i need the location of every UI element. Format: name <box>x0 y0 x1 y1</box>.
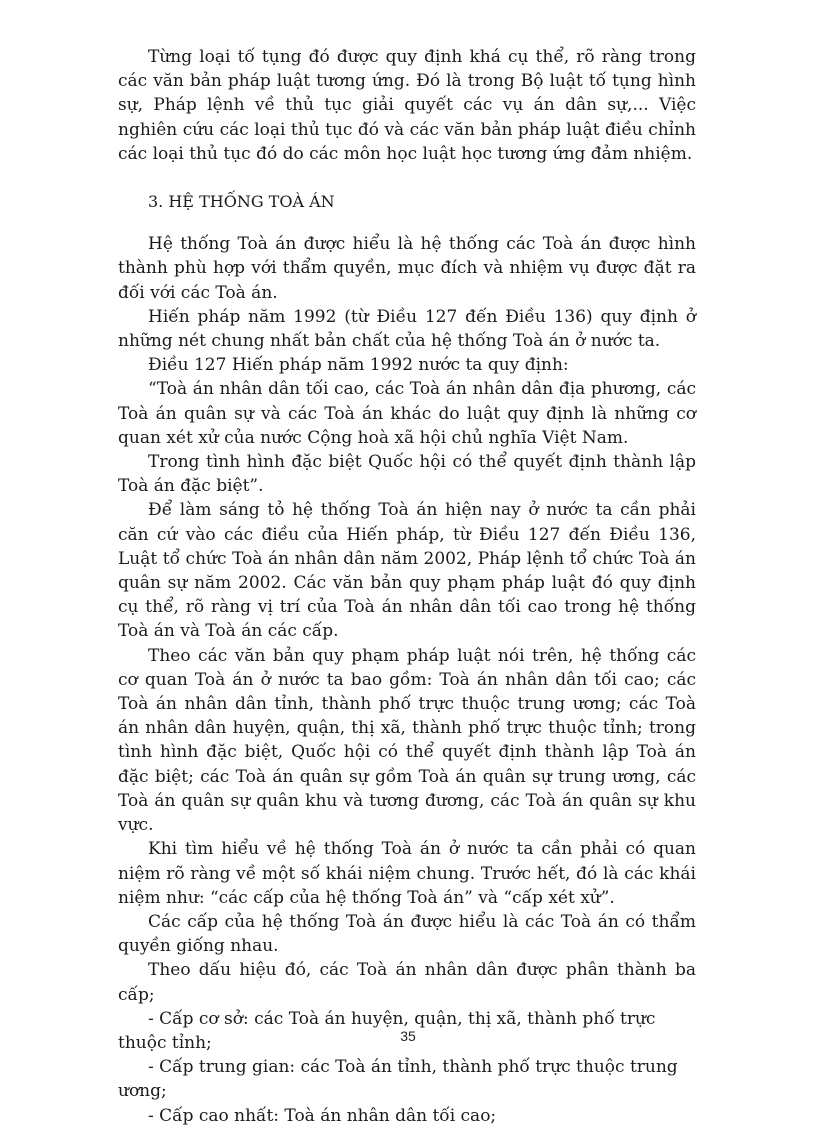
paragraph-levels-definition: Các cấp của hệ thống Toà án được hiểu là các Toà án có thẩm quyền giống nhau. <box>118 911 696 957</box>
paragraph-court-system: Theo các văn bản quy phạm pháp luật nói trên, hệ thống các cơ quan Toà án ở nước ta bao gồm: Toà án nhân dân tối cao; các Toà án nhân dân tỉnh, thành phố trực thuộc trung ương; các Toà án nhân dân huyện, quận, thị xã, thành phố trực thuộc tỉnh; trong tình hình đặc biệt, Quốc hội có thể quyết định thành lập Toà án đặc biệt; các Toà án quân sự gồm Toà án quân sự trung ương, các Toà án quân sự quân khu và tương đương, các Toà án quân sự khu vực. <box>118 645 696 836</box>
paragraph-three-levels: Theo dấu hiệu đó, các Toà án nhân dân được phân thành ba cấp; <box>118 960 696 1005</box>
paragraph-clarify: Để làm sáng tỏ hệ thống Toà án hiện nay ở nước ta cần phải căn cứ vào các điều của Hiến pháp, từ Điều 127 đến Điều 136, Luật tổ chức Toà án nhân dân năm 2002, Pháp lệnh tổ chức Toà án quân sự năm 2002. Các văn bản quy phạm pháp luật đó quy định cụ thể, rõ ràng vị trí của Toà án nhân dân tối cao trong hệ thống Toà án và Toà án các cấp. <box>118 500 696 642</box>
list-item-base-level: - Cấp cơ sở: các Toà án huyện, quận, thị xã, thành phố trực thuộc tỉnh; <box>118 1008 656 1053</box>
paragraph-concepts: Khi tìm hiểu về hệ thống Toà án ở nước ta cần phải có quan niệm rõ ràng về một số khái niệm chung. Trước hết, đó là các khái niệm như: “các cấp của hệ thống Toà án” và “cấp xét xử”. <box>118 839 696 908</box>
paragraph-quote-2: Trong tình hình đặc biệt Quốc hội có thể quyết định thành lập Toà án đặc biệt”. <box>118 452 696 497</box>
section-heading: 3. HỆ THỐNG TOÀ ÁN <box>148 192 335 212</box>
paragraph-definition: Hệ thống Toà án được hiểu là hệ thống các Toà án được hình thành phù hợp với thẩm quyền, mục đích và nhiệm vụ được đặt ra đối với các Toà án. <box>118 234 696 303</box>
list-item-intermediate-level: - Cấp trung gian: các Toà án tỉnh, thành phố trực thuộc trung ương; <box>118 1057 678 1102</box>
paragraph-intro: Từng loại tố tụng đó được quy định khá cụ thể, rõ ràng trong các văn bản pháp luật tương ứng. Đó là trong Bộ luật tố tụng hình sự, Pháp lệnh về thủ tục giải quyết các vụ án dân sự,... Việc nghiên cứu các loại thủ tục đó và các văn bản pháp luật điều chỉnh các loại thủ tục đó do các môn học luật học tương ứng đảm nhiệm. <box>118 47 696 164</box>
paragraph-constitution: Hiến pháp năm 1992 (từ Điều 127 đến Điều 136) quy định ở những nét chung nhất bản chất của hệ thống Toà án ở nước ta. <box>118 306 696 352</box>
page-body <box>118 45 696 1128</box>
paragraph-article-127-intro: Điều 127 Hiến pháp năm 1992 nước ta quy định: <box>148 355 569 376</box>
paragraph-quote-1: “Toà án nhân dân tối cao, các Toà án nhân dân địa phương, các Toà án quân sự và các Toà án khác do luật quy định là những cơ quan xét xử của nước Cộng hoà xã hội chủ nghĩa Việt Nam. <box>118 379 696 448</box>
page-number: 35 <box>400 1028 416 1044</box>
list-item-highest-level: - Cấp cao nhất: Toà án nhân dân tối cao; <box>148 1105 497 1126</box>
